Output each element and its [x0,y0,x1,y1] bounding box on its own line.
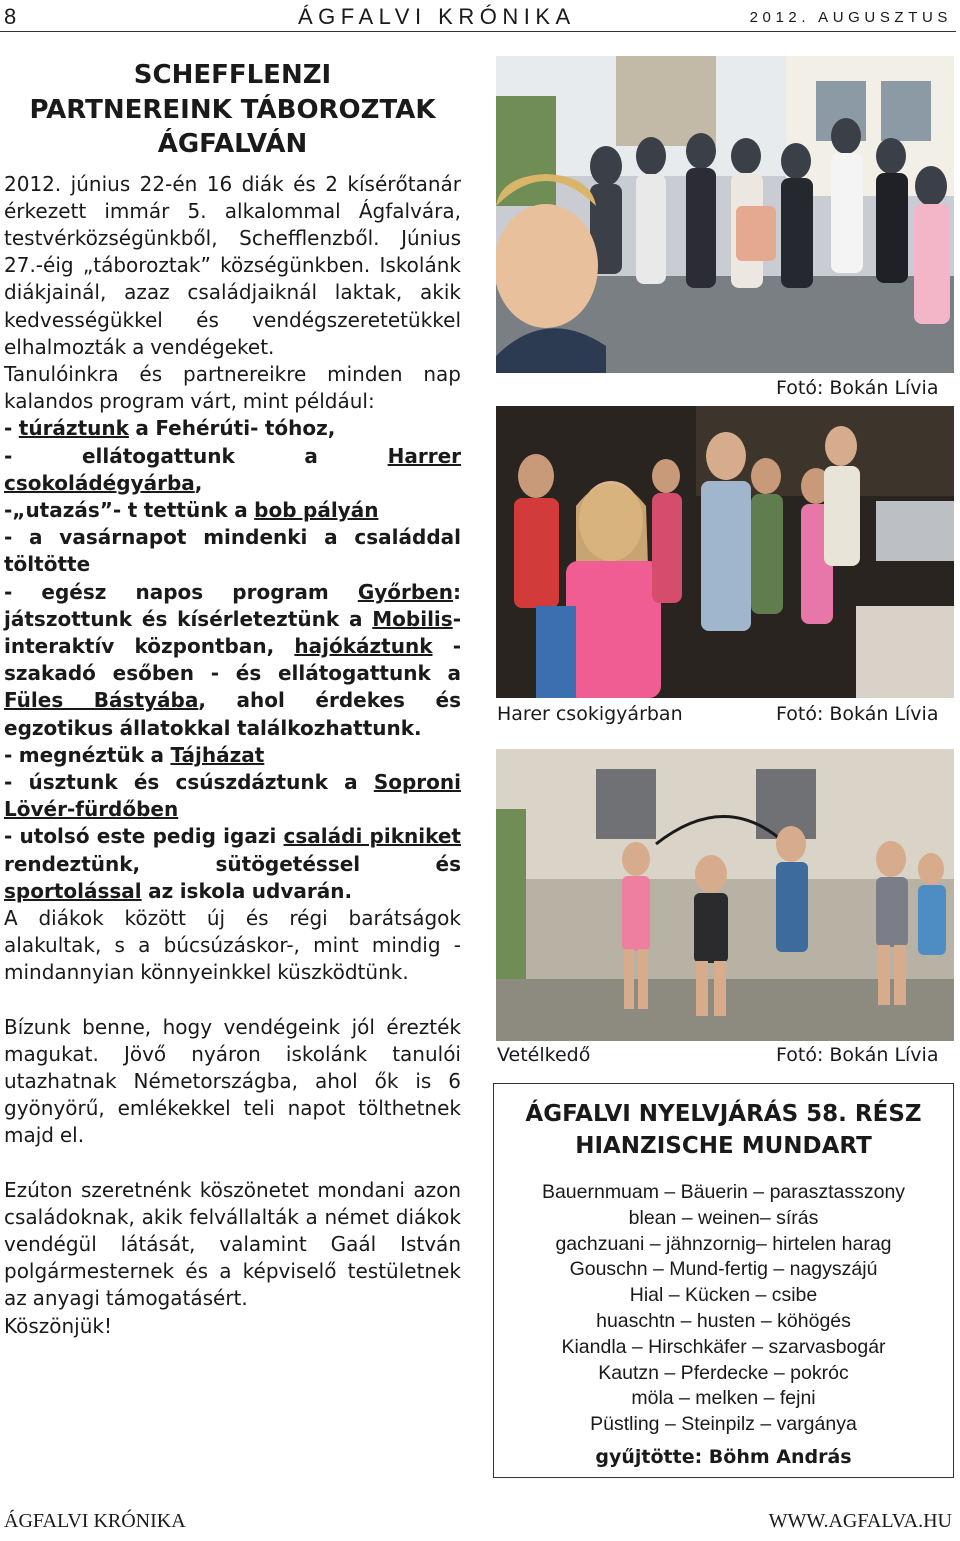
photo-chocolate-factory [496,406,954,698]
photo3-caption: Vetélkedő [497,1044,591,1066]
program-item-hike: - túráztunk a Fehérúti- tóhoz, [4,416,336,441]
footer-publication: ÁGFALVI KRÓNIKA [4,1510,186,1532]
article-intro: 2012. június 22-én 16 diák és 2 kísérőtanár érkezett immár 5. alkalommal Ágfalvára, testvérközségünkből, Schefflenzből. Június 27.-éig „táboroztak” községünkben. Iskolánk diákjainál, azaz családjaiknál laktak, akik kedvességükkel és vendégszeretetükkel elhalmozták a vendégeket. [4,171,461,359]
dialect-title-line: ÁGFALVI NYELVJÁRÁS 58. RÉSZ [525,1101,922,1127]
title-line: ÁGFALVÁN [157,129,308,159]
program-item-museum: - megnéztük a Tájházat [4,742,265,767]
photo-group-outdoors [496,56,954,373]
title-line: SCHEFFLENZI [133,60,332,90]
footer-website[interactable]: WWW.AGFALVA.HU [768,1510,952,1532]
page-number: 8 [4,4,17,29]
competition-photo-illustration [496,749,954,1041]
program-item-spa: - úsztunk és csúszdáztunk a Soproni Lövér-fürdőben [4,769,461,822]
dialect-entry: huaschtn – husten – köhögés [596,1309,851,1332]
article-column [4,58,461,1340]
dialect-entry: Kautzn – Pferdecke – pokróc [598,1361,849,1384]
dialect-subtitle-line: HIANZISCHE MUNDART [575,1133,872,1159]
dialect-entry: Püstling – Steinpilz – vargánya [590,1413,857,1436]
thanks-paragraph: Ezúton szeretnénk köszönetet mondani azon családoknak, akik felvállalták a német diákok vendégül látását, valamint Gaál István polgármesternek és a képviselő testületnek az anyagi támogatásért. [4,1177,461,1311]
closing-line: Köszönjük! [4,1313,113,1338]
group-photo-illustration [496,56,954,373]
dialect-entry: Gouschn – Mund-fertig – nagyszájú [569,1258,878,1281]
program-item-gyor: - egész napos program Győrben: játszottunk és kísérleteztünk a Mobilis-interaktív központban, hajókáztunk - szakadó esőben - és ellátogattunk a Füles Bástyába, ahol érdekes és egzotikus állatokkal találkozhattunk. [4,579,462,740]
page-header [0,0,960,34]
program-item-bobsled: -„utazás”- t tettünk a bob pályán [4,497,379,522]
header-rule [0,31,956,32]
factory-photo-illustration [496,406,954,698]
program-intro: Tanulóinkra és partnereikre minden nap kalandos program várt, mint például: [4,361,461,414]
dialect-word-list [494,1180,953,1438]
photo3-credit: Fotó: Bokán Lívia [776,1044,939,1066]
dialect-entry: möla – melken – fejni [631,1387,816,1410]
photo2-credit: Fotó: Bokán Lívia [776,703,939,725]
dialect-box-credit: gyűjtötte: Böhm András [595,1445,852,1468]
dialect-entry: Bauernmuam – Bäuerin – parasztasszony [541,1181,906,1203]
dialect-box [493,1083,954,1478]
program-item-family-day: - a vasárnapot mindenki a családdal töltötte [4,525,461,577]
photo-competition [496,749,954,1041]
dialect-entry: Kiandla – Hirschkäfer – szarvasbogár [561,1335,886,1358]
friendship-paragraph: A diákok között új és régi barátságok alakultak, s a búcsúzáskor-, mint mindig - mindannyian könnyeinkkel küszködtünk. [4,905,461,985]
dialect-entry: gachzuani – jähnzornig– hirtelen harag [555,1232,892,1255]
program-item-chocolate-factory: - ellátogattunk a Harrer csokoládégyárba, [4,443,461,495]
issue-date: 2012. AUGUSZTUS [749,9,952,26]
photo2-caption: Harer csokigyárban [497,703,683,725]
hope-paragraph: Bízunk benne, hogy vendégeink jól érezték magukat. Jövő nyáron iskolánk tanulói utazhatnak Németországba, ahol ők is 6 gyönyörű, emlékekkel teli napot tölthetnek majd el. [4,1014,461,1148]
program-item-picnic: - utolsó este pedig igazi családi pikniket rendeztünk, sütögetéssel és sportolással az iskola udvarán. [4,824,461,903]
dialect-box-title [494,1098,953,1162]
article-title [4,58,461,162]
publication-name: ÁGFALVI KRÓNIKA [298,4,576,29]
dialect-entry: blean – weinen– sírás [628,1206,819,1229]
title-line: PARTNEREINK TÁBOROZTAK [29,94,436,125]
dialect-entry: Hial – Kücken – csibe [629,1284,818,1307]
photo1-credit: Fotó: Bokán Lívia [776,377,939,399]
